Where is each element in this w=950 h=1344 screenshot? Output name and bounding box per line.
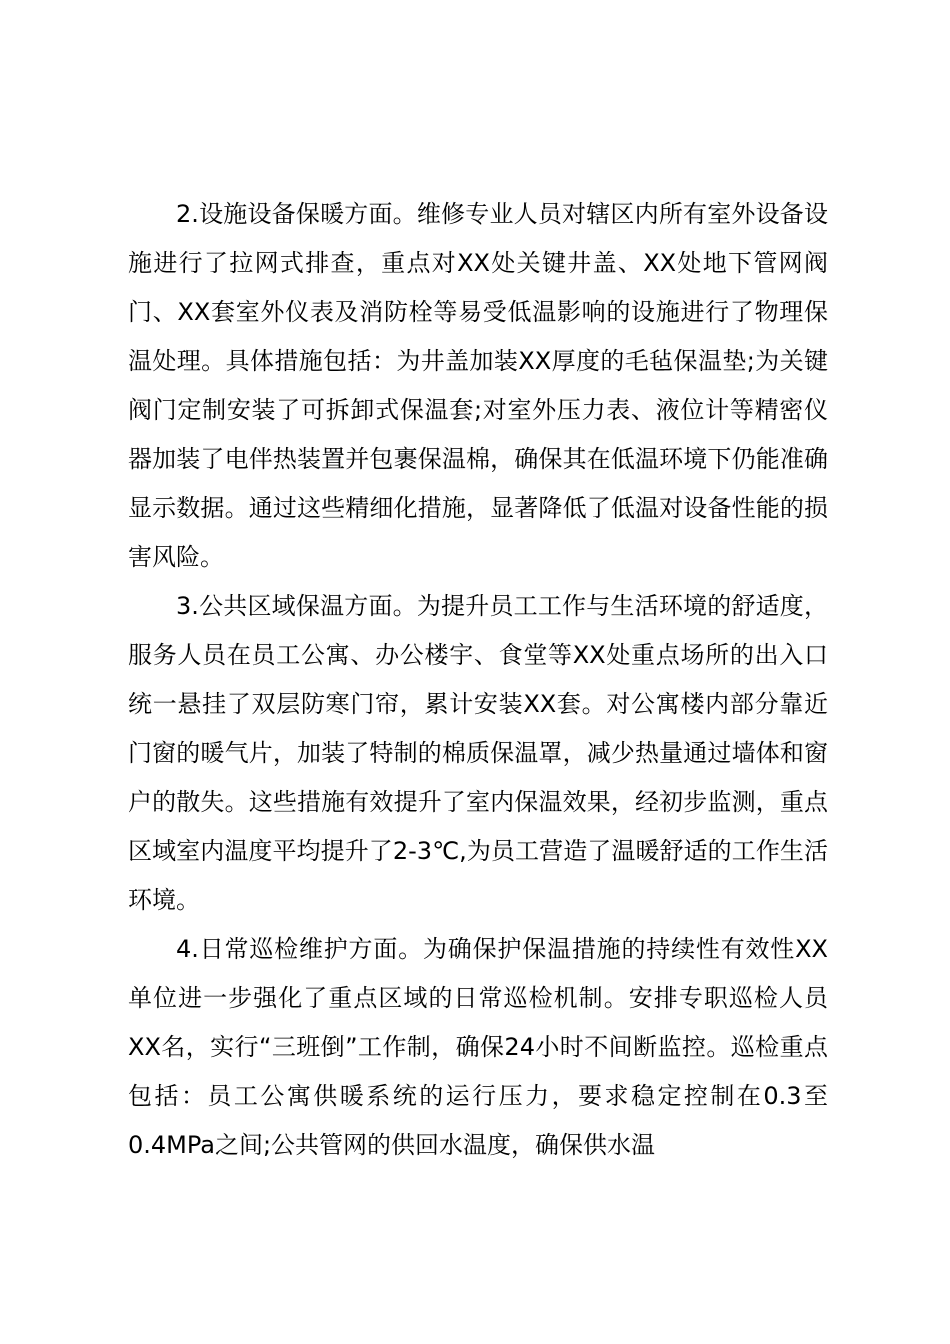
paragraph-equipment-insulation: 2.设施设备保暖方面。维修专业人员对辖区内所有室外设备设施进行了拉网式排查，重点对XX处关键井盖、XX处地下管网阀门、XX套室外仪表及消防栓等易受低温影响的设施进行了物理保温处理。具体措施包括：为井盖加装XX厚度的毛毡保温垫;为关键阀门定制安装了可拆卸式保温套;对室外压力表、液位计等精密仪器加装了电伴热装置并包裹保温棉，确保其在低温环境下仍能准确显示数据。通过这些精细化措施，显著降低了低温对设备性能的损害风险。 bbox=[128, 200, 828, 571]
document-body bbox=[128, 190, 828, 1170]
paragraph-daily-inspection: 4.日常巡检维护方面。为确保护保温措施的持续性有效性XX单位进一步强化了重点区域的日常巡检机制。安排专职巡检人员XX名，实行“三班倒”工作制，确保24小时不间断监控。巡检重点包括：员工公寓供暖系统的运行压力，要求稳定控制在0.3至0.4MPa之间;公共管网的供回水温度，确保供水温 bbox=[128, 935, 828, 1159]
paragraph-public-area-insulation: 3.公共区域保温方面。为提升员工工作与生活环境的舒适度，服务人员在员工公寓、办公楼宇、食堂等XX处重点场所的出入口统一悬挂了双层防寒门帘，累计安装XX套。对公寓楼内部分靠近门窗的暖气片，加装了特制的棉质保温罩，减少热量通过墙体和窗户的散失。这些措施有效提升了室内保温效果，经初步监测，重点区域室内温度平均提升了2-3℃,为员工营造了温暖舒适的工作生活环境。 bbox=[128, 592, 828, 914]
